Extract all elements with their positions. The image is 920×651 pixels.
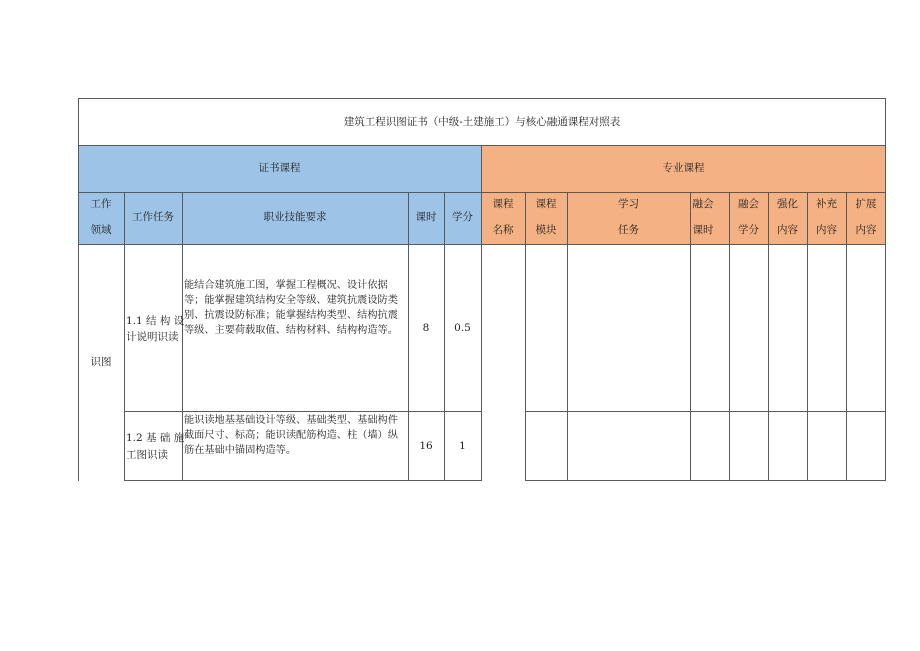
row1-skills: 能结合建筑施工图，掌握工程概况、设计依据等；能掌握建筑结构安全等级、建筑抗震设防类别、抗震设防标准；能掌握结构类型、结构抗震等级、主要荷载取值、结构材料、结构构造等。 bbox=[184, 280, 398, 336]
col-work-area-1: 工作 bbox=[90, 198, 112, 210]
cert-section-label: 证书课程 bbox=[258, 162, 301, 174]
col-extend-1: 扩展 bbox=[855, 198, 877, 210]
row2-task-line2: 工图识读 bbox=[126, 449, 168, 461]
row2-skills: 能识读地基基础设计等级、基础类型、基础构件截面尺寸、标高；能识读配筋构造、柱（墙）纵筋在基础中锚固构造等。 bbox=[184, 415, 398, 456]
col-work-task: 工作任务 bbox=[132, 211, 174, 223]
work-area-cell: 识图 bbox=[90, 356, 112, 368]
col-learning-task-1: 学习 bbox=[618, 198, 639, 210]
row2-hours: 16 bbox=[419, 440, 433, 452]
col-course-name-1: 课程 bbox=[492, 198, 514, 210]
col-course-module-2: 模块 bbox=[535, 224, 557, 236]
col-course-module-1: 课程 bbox=[535, 198, 557, 210]
col-course-name-2: 名称 bbox=[492, 224, 514, 236]
row2-task-line1: 1.2 基 础 施 bbox=[126, 432, 185, 444]
table-title: 建筑工程识图证书（中级-土建施工）与核心融通课程对照表 bbox=[343, 116, 621, 128]
col-extend-2: 内容 bbox=[855, 224, 877, 236]
row1-task-line2: 计说明识读 bbox=[126, 331, 179, 343]
col-hours: 课时 bbox=[415, 211, 437, 223]
col-fusion-hours-2: 课时 bbox=[692, 224, 714, 236]
major-section-label: 专业课程 bbox=[662, 162, 705, 174]
col-strengthen-2: 内容 bbox=[777, 224, 798, 236]
col-fusion-hours-1: 融会 bbox=[692, 198, 714, 210]
col-strengthen-1: 强化 bbox=[777, 198, 798, 210]
col-fusion-credits-1: 融会 bbox=[738, 198, 759, 210]
col-learning-task-2: 任务 bbox=[618, 224, 639, 236]
row2-credits: 1 bbox=[459, 440, 466, 452]
row1-task-line1: 1.1 结 构 设 bbox=[126, 315, 185, 327]
row1-hours: 8 bbox=[422, 322, 430, 334]
comparison-table bbox=[78, 98, 886, 481]
col-supplement-2: 内容 bbox=[816, 224, 837, 236]
col-work-area-2: 领域 bbox=[90, 224, 112, 236]
col-supplement-1: 补充 bbox=[816, 198, 837, 210]
col-credits: 学分 bbox=[452, 211, 473, 223]
row1-credits: 0.5 bbox=[454, 322, 471, 334]
col-skill-req: 职业技能要求 bbox=[263, 211, 327, 223]
col-fusion-credits-2: 学分 bbox=[738, 224, 759, 236]
